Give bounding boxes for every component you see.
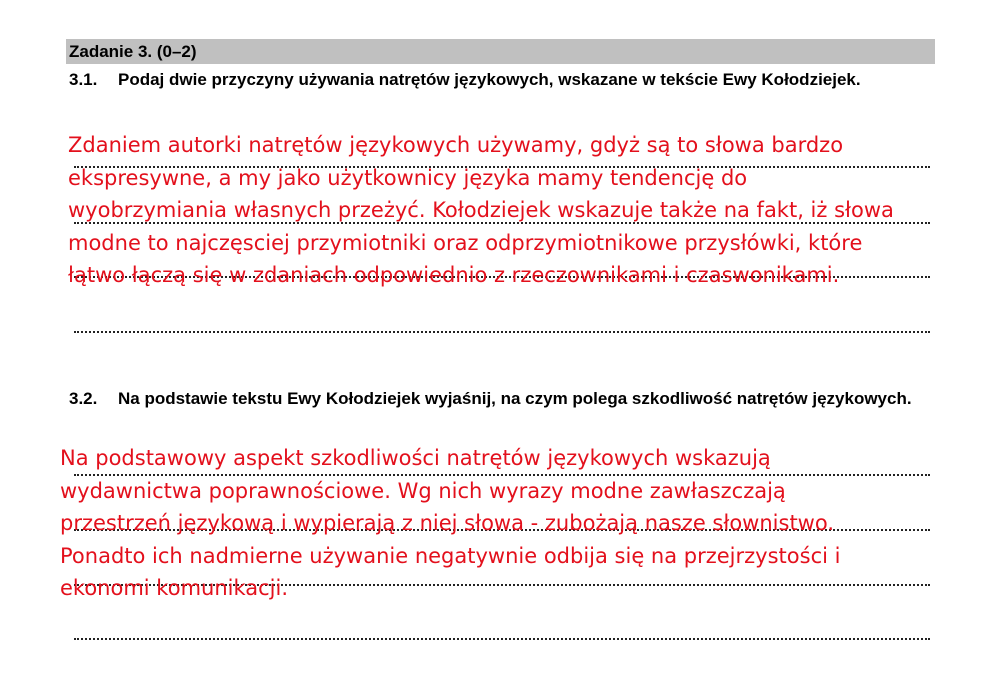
answer-text-line: modne to najczęsciej przymiotniki oraz odprzymiotnikowe przysłówki, które	[68, 230, 863, 255]
answer-line	[74, 638, 930, 640]
question-text: Na podstawie tekstu Ewy Kołodziejek wyjaśnij, na czym polega szkodliwość natrętów językowych.	[118, 389, 912, 408]
answer-text-line: Zdaniem autorki natrętów językowych używamy, gdyż są to słowa bardzo	[68, 133, 844, 157]
answer-text-line: Ponadto ich nadmierne używanie negatywnie odbija się na przejrzystości i	[60, 543, 841, 568]
handwritten-answer-3-2	[60, 442, 840, 605]
answer-text-line: ekonomi komunikacji.	[60, 576, 289, 600]
answer-text-line: ekspresywne, a my jako użytkownicy języka mamy tendencję do	[68, 165, 748, 190]
question-3-1	[69, 66, 931, 94]
answer-text-line: Na podstawowy aspekt szkodliwości natrętów językowych wskazują	[60, 446, 771, 470]
task-title: Zadanie 3. (0–2)	[69, 42, 197, 61]
question-text: Podaj dwie przyczyny używania natrętów językowych, wskazane w tekście Ewy Kołodziejek.	[118, 70, 861, 89]
answer-text-line: wydawnictwa poprawnościowe. Wg nich wyrazy modne zawłaszczają	[60, 478, 786, 503]
answer-text-line: przestrzeń językową i wypierają z niej słowa - zubożają nasze słownistwo.	[60, 511, 835, 535]
question-3-2	[69, 385, 931, 413]
question-number: 3.1.	[69, 70, 98, 89]
handwritten-answer-3-1	[68, 129, 894, 292]
question-number: 3.2.	[69, 389, 98, 408]
answer-text-line: łątwo łączą się w zdaniach odpowiednio z rzeczownikami i czaswonikami.	[68, 263, 840, 287]
task-header-bar	[66, 39, 935, 64]
answer-line	[74, 331, 930, 333]
answer-text-line: wyobrzymiania własnych przeżyć. Kołodziejek wskazuje także na fakt, iż słowa	[68, 198, 894, 222]
